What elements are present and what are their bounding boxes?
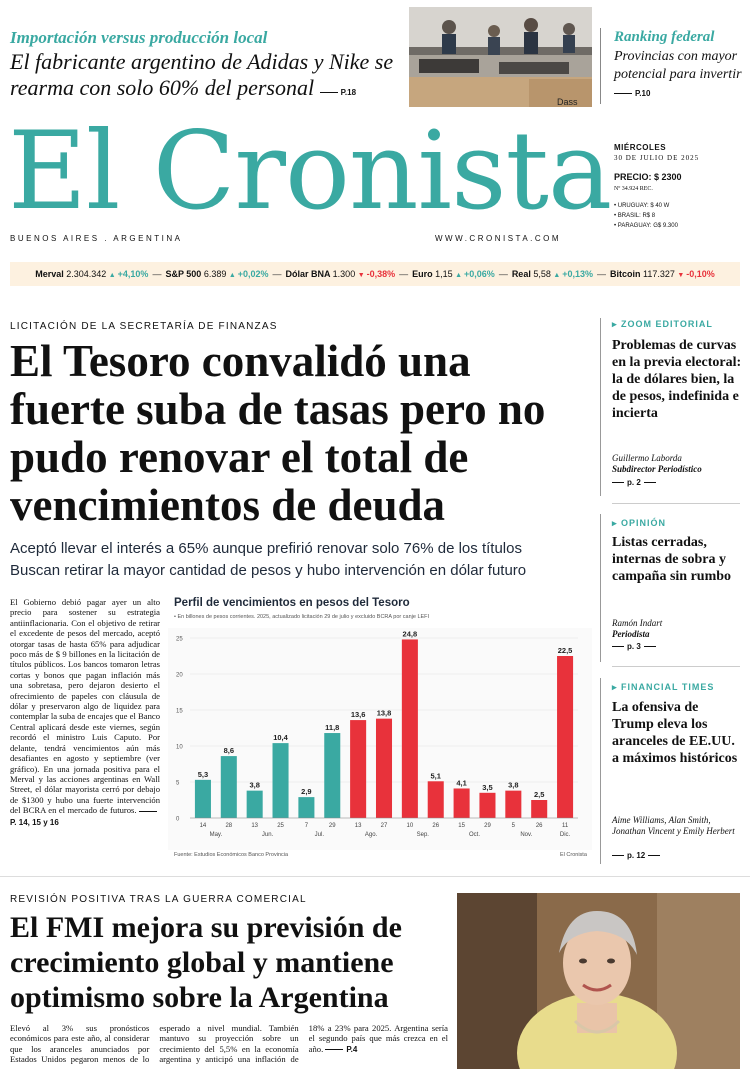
bar-value-label: 5,1	[430, 771, 441, 781]
ticker-change: -0,38%	[366, 269, 396, 279]
zoom-editorial-label: ▸ ZOOM EDITORIAL	[612, 319, 713, 330]
y-tick-label: 0	[176, 816, 180, 823]
ticker-name: S&P 500	[165, 269, 204, 279]
ticker-item[interactable]	[35, 269, 148, 279]
opinion-byline	[612, 618, 742, 640]
ticker-value: 1.300	[332, 269, 358, 279]
edition-number: Nº 34.924 REC.	[614, 186, 653, 192]
chart-bar	[298, 797, 314, 818]
ticker-item[interactable]	[412, 269, 495, 279]
top-divider	[600, 28, 601, 104]
imf-kicker: REVISIÓN POSITIVA TRAS LA GUERRA COMERCIAL	[10, 894, 307, 905]
y-tick-label: 5	[176, 780, 180, 787]
ticker-item[interactable]	[165, 269, 268, 279]
imf-headline[interactable]: El FMI mejora su previsión de crecimiento global y mantiene optimismo sobre la Argentina	[10, 911, 402, 1014]
x-tick-label: 25	[277, 823, 284, 829]
masthead-logo[interactable]: El Cronista	[8, 109, 612, 234]
photo-box-label: Dass	[557, 97, 578, 107]
bar-value-label: 2,9	[301, 787, 312, 797]
financial-times-label: ▸ FINANCIAL TIMES	[612, 682, 714, 693]
ticker-separator: —	[272, 269, 282, 279]
opinion-role: Periodista	[612, 629, 650, 639]
ticker-change: +0,06%	[464, 269, 495, 279]
ranking-headline[interactable]	[614, 48, 744, 103]
chart-bar	[324, 733, 340, 818]
bar-value-label: 10,4	[273, 733, 288, 743]
ticker-change: -0,10%	[686, 269, 715, 279]
zoom-editorial-headline[interactable]: Problemas de curvas en la previa electoral: la de dólares bien, la de pesos, indefinida e incierta	[612, 338, 742, 421]
x-tick-label: 10	[406, 823, 414, 829]
edition-meta	[614, 142, 744, 231]
main-body	[10, 597, 160, 828]
debt-maturity-chart	[168, 628, 592, 850]
chart-bar	[221, 756, 237, 818]
foreign-price-item: • URUGUAY: $ 40 W	[614, 203, 670, 209]
top-headline-text: El fabricante argentino de Adidas y Nike se rearma con solo 60% del personal	[10, 49, 394, 100]
chart-bar	[247, 791, 263, 818]
ticker-separator: —	[597, 269, 607, 279]
main-subhead-2: Buscan retirar la mayor cantidad de pesos y hubo intervención en dólar futuro	[10, 562, 527, 579]
top-headline[interactable]	[10, 49, 400, 106]
ticker-separator: —	[399, 269, 409, 279]
bar-value-label: 11,8	[325, 723, 340, 733]
factory-photo	[409, 7, 592, 107]
zoom-editorial-byline	[612, 453, 742, 475]
x-tick-label: 5	[511, 823, 516, 829]
ticker-value: 117.327	[643, 269, 678, 279]
portrait-illustration	[457, 893, 740, 1069]
zoom-editorial-author: Guillermo Laborda	[612, 453, 682, 463]
edition-price: PRECIO: $ 2300	[614, 172, 682, 182]
month-label: Jul.	[314, 832, 325, 838]
chart-bar	[273, 743, 289, 818]
ticker-value: 5,58	[533, 269, 554, 279]
masthead-url[interactable]: WWW.CRONISTA.COM	[435, 234, 562, 243]
chart-bar	[402, 639, 418, 818]
bar-value-label: 3,8	[249, 780, 260, 790]
bar-value-label: 24,8	[402, 629, 418, 639]
main-headline[interactable]: El Tesoro convalidó una fuerte suba de tasas pero no pudo renovar el total de vencimientos de deuda	[10, 336, 546, 530]
bar-value-label: 13,6	[350, 710, 366, 720]
chart-bar	[479, 793, 495, 818]
x-tick-label: 29	[328, 823, 336, 829]
arrow-up-icon: ▲	[553, 272, 563, 279]
ticker-change: +0,02%	[237, 269, 269, 279]
ranking-headline-text: Provincias con mayor potencial para invertir	[614, 49, 742, 82]
chart-bar	[376, 719, 392, 818]
ticker-value: 1,15	[435, 269, 456, 279]
ticker-separator: —	[152, 269, 162, 279]
bar-value-label: 2,5	[533, 790, 545, 799]
main-kicker: LICITACIÓN DE LA SECRETARÍA DE FINANZAS	[10, 321, 278, 332]
ticker-name: Euro	[412, 269, 436, 279]
right-divider	[612, 666, 740, 667]
chart-bar	[505, 791, 521, 818]
chart-bar	[531, 800, 547, 818]
financial-times-headline[interactable]: La ofensiva de Trump eleva los aranceles de EE.UU. a máximos históricos	[612, 700, 738, 766]
month-label: Sep.	[416, 832, 429, 838]
opinion-label: ▸ OPINIÓN	[612, 518, 666, 529]
opinion-author: Ramón Indart	[612, 618, 663, 628]
bar-value-label: 8,6	[223, 746, 235, 756]
zoom-editorial-page-ref: p. 2	[612, 478, 656, 487]
arrow-down-icon: ▼	[677, 272, 687, 279]
ticker-value: 6.389	[203, 269, 229, 279]
ticker-name: Bitcoin	[610, 269, 644, 279]
month-label: May.	[209, 832, 223, 838]
main-subhead-1: Aceptó llevar el interés a 65% aunque prefirió renovar solo 76% de los títulos	[10, 540, 522, 557]
foreign-prices	[614, 201, 744, 231]
market-ticker	[10, 262, 740, 286]
main-body-page-ref: P. 14, 15 y 16	[10, 806, 160, 826]
arrow-up-icon: ▲	[455, 272, 465, 279]
top-page-ref: P.18	[320, 88, 356, 97]
imf-page-ref: P.4	[325, 1045, 357, 1054]
ticker-separator: —	[498, 269, 508, 279]
bar-value-label: 3,8	[508, 780, 519, 790]
chart-credit: El Cronista	[560, 852, 587, 858]
right-column-rule	[600, 514, 601, 662]
x-tick-label: 13	[251, 823, 259, 829]
opinion-page-ref: p. 3	[612, 642, 656, 651]
month-label: Ago.	[364, 832, 378, 838]
ticker-change: +4,10%	[117, 269, 149, 279]
ticker-item[interactable]	[512, 269, 593, 279]
chart-bar	[350, 720, 366, 818]
y-tick-label: 15	[176, 708, 183, 715]
chart-source: Fuente: Estudios Económicos Banco Provincia	[174, 852, 289, 858]
x-tick-label: 15	[458, 823, 465, 829]
foreign-price-item: • PARAGUAY: G$ 9.300	[614, 223, 678, 229]
x-tick-label: 29	[484, 823, 491, 829]
masthead-location: BUENOS AIRES . ARGENTINA	[10, 234, 183, 243]
month-label: Nov.	[520, 832, 533, 838]
edition-day: MIÉRCOLES	[614, 143, 667, 152]
y-tick-label: 25	[176, 636, 183, 643]
x-tick-label: 14	[199, 823, 207, 829]
financial-times-page-ref: p. 12	[612, 851, 660, 860]
ticker-change: +0,13%	[562, 269, 594, 279]
chart-bar	[454, 788, 470, 818]
section-divider	[0, 876, 750, 877]
main-body-text: El Gobierno debió pagar ayer un alto precio para sostener su estrategia antiinflacionaria. Con el objetivo de retirar el excedente de pesos del mercado, aceptó otorgar tasas de hasta 65% para adjudicar poco más de $ 9 billones en la licitación de títulos públicos. Los bancos tomaron letras cortas y bonos que pagan inflación más una sobretasa, pero dejaron desierto el ofrecimiento de papeles con cláusula de dólar y preservaron algo de liquidez para contemplar la suba de encajes que el Banco Central aplicará desde este viernes, según recordó el ministro Luis Caputo. Por delante, tendrá vencimientos aún más desafiantes en agosto y septiembre (ver gráfico). En una jornada positiva para el Merval y las acciones argentinas en Wall Street, el dólar mayorista cerró por debajo de $1300 y hubo una fuerte intervención del BCRA en el mercado de futuros.	[10, 597, 160, 816]
bar-value-label: 13,8	[376, 708, 392, 718]
right-column-rule	[600, 678, 601, 864]
x-tick-label: 11	[561, 823, 569, 829]
zoom-editorial-role: Subdirector Periodístico	[612, 464, 702, 474]
x-tick-label: 7	[304, 823, 309, 829]
bar-value-label: 5,3	[197, 769, 209, 779]
georgieva-photo	[457, 893, 740, 1069]
chart-bar	[428, 781, 444, 818]
ticker-name: Dólar BNA	[285, 269, 333, 279]
arrow-down-icon: ▼	[357, 272, 367, 279]
main-subheads	[10, 538, 600, 582]
foreign-price-item: • BRASIL: R$ 8	[614, 213, 656, 219]
y-tick-label: 20	[176, 672, 183, 679]
imf-body-text: Elevó al 3% sus pronósticos económicos para este año, al considerar que los aranceles anunciados por Estados Unidos pegaron menos de lo esperado a nivel mundial. También mantuvo su proyección sobre un crecimiento del 5,5% en la economía argentina y anticipó una inflación de 18% a 23% para 2025. Argentina sería el segundo país que más crezca en el año.	[10, 1023, 448, 1065]
financial-times-author: Aime Williams, Alan Smith, Jonathan Vincent y Emily Herbert	[612, 815, 735, 836]
arrow-up-icon: ▲	[228, 272, 238, 279]
x-tick-label: 26	[432, 823, 440, 829]
right-divider	[612, 503, 740, 504]
x-tick-label: 28	[225, 823, 233, 829]
bar-value-label: 4,1	[456, 778, 467, 788]
opinion-headline[interactable]: Listas cerradas, internas de sobra y campaña sin rumbo	[612, 535, 732, 584]
top-kicker: Importación versus producción local	[10, 28, 268, 47]
ticker-name: Merval	[35, 269, 67, 279]
ranking-page-ref: P.10	[614, 89, 650, 98]
month-label: Oct.	[469, 832, 481, 838]
month-label: Jun.	[261, 832, 274, 838]
ranking-kicker: Ranking federal	[614, 29, 715, 45]
chart-title: Perfil de vencimientos en pesos del Tesoro	[174, 597, 410, 609]
edition-date: 30 DE JULIO DE 2025	[614, 154, 700, 162]
bar-value-label: 22,5	[557, 646, 573, 655]
ticker-item[interactable]	[610, 269, 715, 279]
x-tick-label: 13	[354, 823, 362, 829]
factory-photo-illustration	[409, 7, 592, 107]
x-tick-label: 26	[535, 823, 543, 829]
chart-bar	[557, 656, 573, 818]
chart-bar	[195, 780, 211, 818]
arrow-up-icon: ▲	[108, 272, 118, 279]
ticker-value: 2.304.342	[66, 269, 109, 279]
bar-value-label: 3,5	[482, 782, 493, 792]
right-column-rule	[600, 318, 601, 496]
y-tick-label: 10	[176, 744, 183, 751]
month-label: Dic.	[559, 832, 571, 838]
imf-body	[10, 1023, 448, 1073]
ticker-item[interactable]	[286, 269, 396, 279]
chart-subtitle: • En billones de pesos corrientes. 2025, actualizado licitación 29 de julio y excluido BCRA por canje LEFI	[174, 614, 430, 620]
x-tick-label: 27	[380, 823, 388, 829]
ticker-name: Real	[511, 269, 534, 279]
